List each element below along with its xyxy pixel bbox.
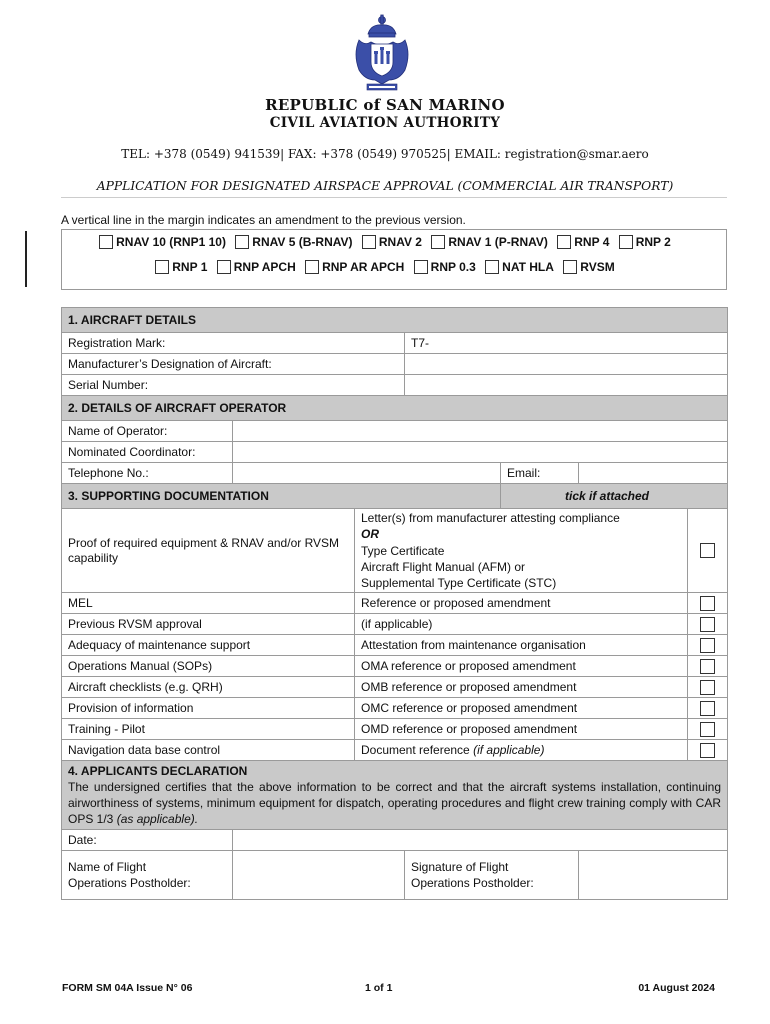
date-label: Date: [62, 830, 233, 851]
checkbox[interactable] [305, 260, 319, 274]
doc-item: Aircraft checklists (e.g. QRH) [62, 677, 355, 698]
tick-cell [688, 698, 728, 719]
checkbox[interactable] [619, 235, 633, 249]
attached-checkbox[interactable] [700, 596, 715, 611]
email-label: Email: [501, 463, 579, 484]
coordinator-label: Nominated Coordinator: [62, 442, 233, 463]
declaration-text: The undersigned certifies that the above information to be correct and that the aircraft systems installation, continuing airworthiness of systems, minimum equipment for dispatch, operating procedures and flight crew training comply with CAR OPS 1/3 (as applicable). [68, 780, 722, 827]
checkbox[interactable] [155, 260, 169, 274]
tick-header: tick if attached [501, 484, 728, 509]
doc-item: MEL [62, 593, 355, 614]
section-1-title: 1. AIRCRAFT DETAILS [62, 308, 728, 333]
checkbox[interactable] [485, 260, 499, 274]
operator-label: Name of Operator: [62, 421, 233, 442]
checkbox[interactable] [557, 235, 571, 249]
nav-spec-rnp1[interactable]: RNP 1 [155, 260, 207, 275]
operator-field[interactable] [233, 421, 728, 442]
proof-line: Letter(s) from manufacturer attesting compliance [361, 511, 620, 525]
doc-item: Provision of information [62, 698, 355, 719]
date-field[interactable] [233, 830, 728, 851]
checkbox[interactable] [362, 235, 376, 249]
nav-spec-rnav1[interactable]: RNAV 1 (P-RNAV) [431, 235, 548, 250]
postholder-label: Name of Flight Operations Postholder: [62, 851, 233, 900]
section-3-title: 3. SUPPORTING DOCUMENTATION [62, 484, 501, 509]
tick-cell [688, 635, 728, 656]
doc-reference: OMD reference or proposed amendment [355, 719, 688, 740]
doc-item: Training - Pilot [62, 719, 355, 740]
application-form [61, 307, 728, 900]
nav-spec-rnp2[interactable]: RNP 2 [619, 235, 671, 250]
registration-label: Registration Mark: [62, 333, 405, 354]
proof-tick-cell [688, 509, 728, 593]
proof-or: OR [361, 527, 379, 542]
tick-cell [688, 593, 728, 614]
nav-spec-rnp-ar-apch[interactable]: RNP AR APCH [305, 260, 404, 275]
attached-checkbox[interactable] [700, 722, 715, 737]
doc-reference: OMB reference or proposed amendment [355, 677, 688, 698]
telephone-label: Telephone No.: [62, 463, 233, 484]
country-title: REPUBLIC of SAN MARINO [265, 96, 505, 114]
doc-reference: OMA reference or proposed amendment [355, 656, 688, 677]
nav-spec-rnp4[interactable]: RNP 4 [557, 235, 609, 250]
postholder-name-field[interactable] [233, 851, 405, 900]
signature-field[interactable] [579, 851, 728, 900]
title-divider [61, 197, 727, 198]
proof-line: Aircraft Flight Manual (AFM) or [361, 559, 526, 574]
attached-checkbox[interactable] [700, 659, 715, 674]
checkbox[interactable] [99, 235, 113, 249]
doc-reference: (if applicable) [355, 614, 688, 635]
registration-field[interactable]: T7- [405, 333, 728, 354]
checkbox[interactable] [431, 235, 445, 249]
attached-checkbox[interactable] [700, 617, 715, 632]
nav-spec-rvsm[interactable]: RVSM [563, 260, 614, 275]
tick-cell [688, 740, 728, 761]
page-number: 1 of 1 [365, 982, 393, 994]
doc-reference: Attestation from maintenance organisation [355, 635, 688, 656]
proof-line: Supplemental Type Certificate (STC) [361, 576, 557, 591]
form-title: APPLICATION FOR DESIGNATED AIRSPACE APPROVAL (COMMERCIAL AIR TRANSPORT) [96, 179, 674, 193]
manufacturer-label: Manufacturer’s Designation of Aircraft: [62, 354, 405, 375]
tick-cell [688, 719, 728, 740]
authority-title: CIVIL AVIATION AUTHORITY [269, 115, 501, 131]
serial-label: Serial Number: [62, 375, 405, 396]
proof-line: Type Certificate [361, 543, 445, 558]
nav-spec-rnp-apch[interactable]: RNP APCH [217, 260, 296, 275]
attached-checkbox[interactable] [700, 543, 715, 558]
doc-item: Navigation data base control [62, 740, 355, 761]
attached-checkbox[interactable] [700, 680, 715, 695]
proof-label: Proof of required equipment & RNAV and/or RVSM capability [62, 509, 355, 593]
nav-spec-row-1 [0, 235, 770, 250]
tick-cell [688, 656, 728, 677]
section-4-block [62, 761, 728, 830]
contact-line: TEL: +378 (0549) 941539| FAX: +378 (0549) 970525| EMAIL: registration@smar.aero [121, 147, 649, 161]
doc-reference: Document reference (if applicable) [355, 740, 688, 761]
form-id: FORM SM 04A Issue N° 06 [62, 982, 193, 994]
attached-checkbox[interactable] [700, 743, 715, 758]
checkbox[interactable] [414, 260, 428, 274]
tick-cell [688, 614, 728, 635]
signature-label: Signature of Flight Operations Postholder: [405, 851, 579, 900]
checkbox[interactable] [563, 260, 577, 274]
checkbox[interactable] [217, 260, 231, 274]
issue-date: 01 August 2024 [638, 982, 715, 994]
nav-spec-rnav5[interactable]: RNAV 5 (B-RNAV) [235, 235, 352, 250]
doc-item: Operations Manual (SOPs) [62, 656, 355, 677]
checkbox[interactable] [235, 235, 249, 249]
proof-documents [355, 509, 688, 593]
nav-spec-rnav10[interactable]: RNAV 10 (RNP1 10) [99, 235, 226, 250]
manufacturer-field[interactable] [405, 354, 728, 375]
telephone-field[interactable] [233, 463, 501, 484]
amendment-note: A vertical line in the margin indicates an amendment to the previous version. [61, 213, 466, 227]
attached-checkbox[interactable] [700, 701, 715, 716]
nav-spec-row-2 [0, 260, 770, 275]
serial-field[interactable] [405, 375, 728, 396]
attached-checkbox[interactable] [700, 638, 715, 653]
doc-reference: Reference or proposed amendment [355, 593, 688, 614]
doc-item: Previous RVSM approval [62, 614, 355, 635]
nav-spec-rnp03[interactable]: RNP 0.3 [414, 260, 476, 275]
email-field[interactable] [579, 463, 728, 484]
nav-spec-nat-hla[interactable]: NAT HLA [485, 260, 554, 275]
nav-spec-rnav2[interactable]: RNAV 2 [362, 235, 422, 250]
coordinator-field[interactable] [233, 442, 728, 463]
doc-item: Adequacy of maintenance support [62, 635, 355, 656]
tick-cell [688, 677, 728, 698]
doc-reference: OMC reference or proposed amendment [355, 698, 688, 719]
coat-of-arms-icon [349, 14, 415, 94]
section-2-title: 2. DETAILS OF AIRCRAFT OPERATOR [62, 396, 728, 421]
section-4-title: 4. APPLICANTS DECLARATION [68, 764, 248, 779]
